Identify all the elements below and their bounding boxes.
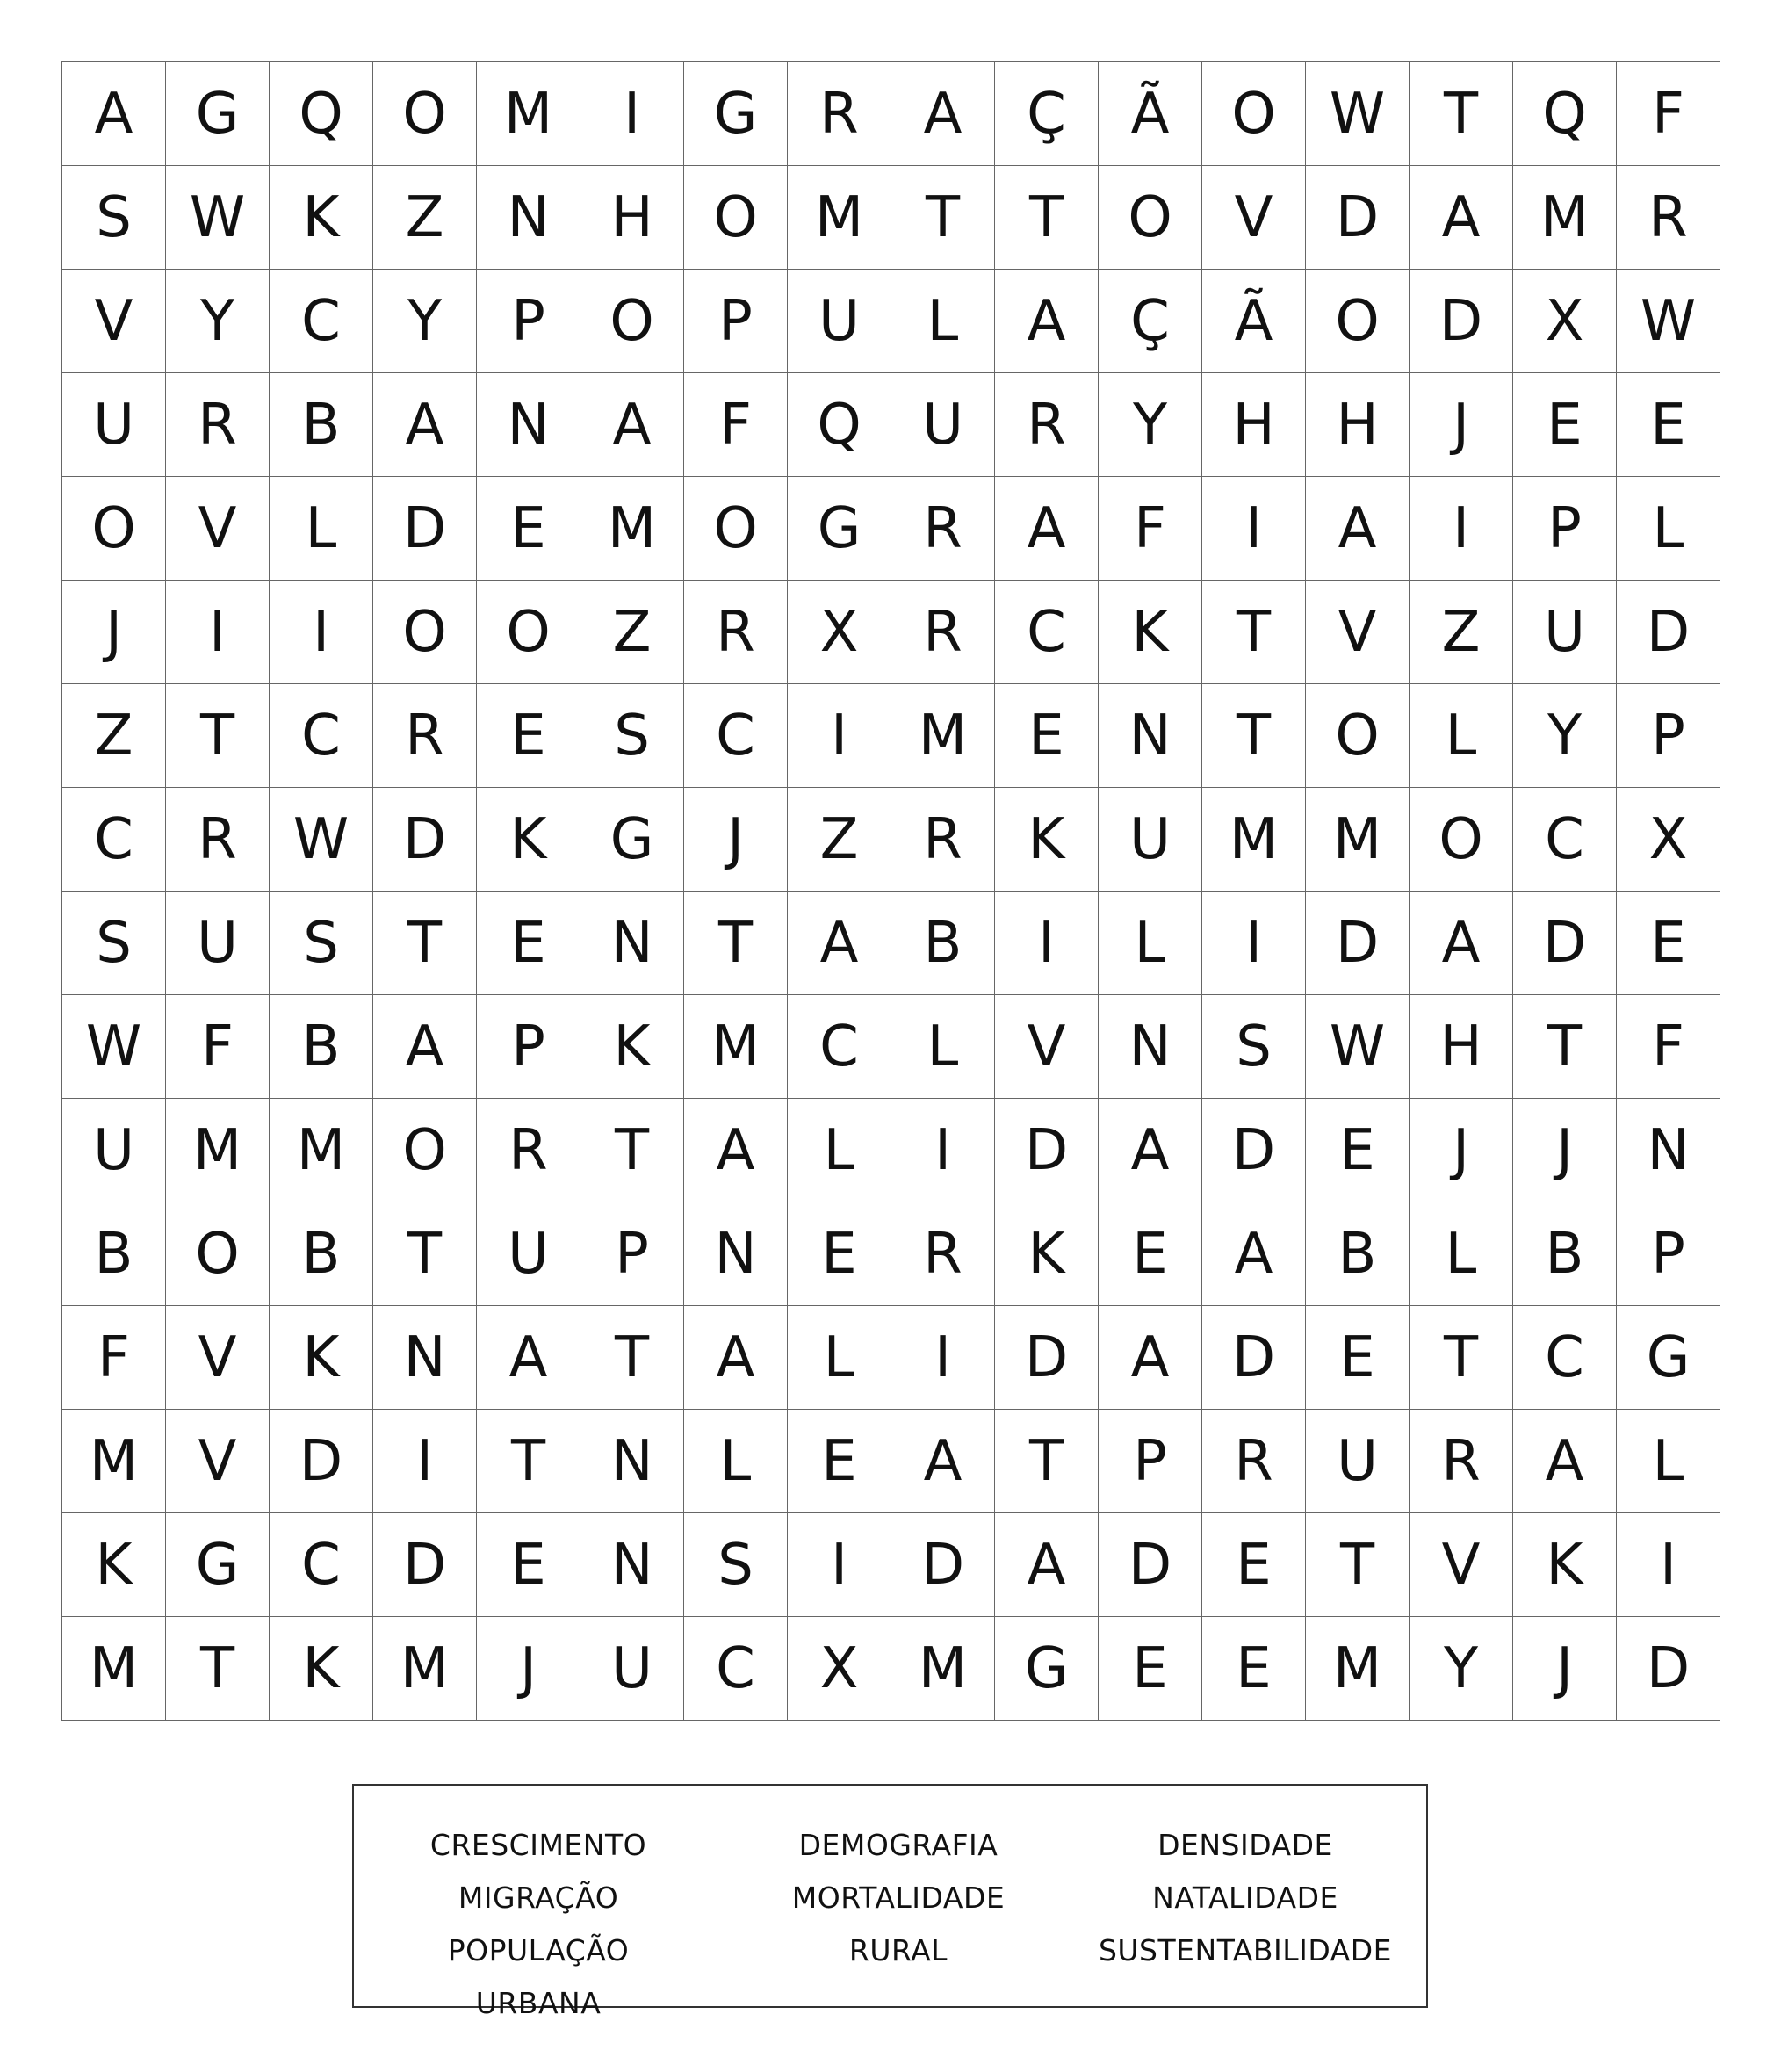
grid-cell[interactable]: B bbox=[1513, 1202, 1617, 1306]
grid-cell[interactable]: R bbox=[788, 62, 891, 166]
grid-cell[interactable]: I bbox=[166, 581, 270, 684]
grid-cell[interactable]: M bbox=[62, 1410, 166, 1513]
word-list-item: RURAL bbox=[848, 1933, 948, 1967]
grid-cell[interactable]: N bbox=[580, 892, 684, 995]
grid-cell[interactable]: O bbox=[684, 166, 788, 270]
grid-cell[interactable]: W bbox=[270, 788, 373, 892]
grid-cell[interactable]: A bbox=[580, 373, 684, 477]
grid-cell[interactable]: G bbox=[580, 788, 684, 892]
grid-cell[interactable]: D bbox=[1099, 1513, 1202, 1617]
grid-cell[interactable]: S bbox=[270, 892, 373, 995]
grid-cell[interactable]: U bbox=[62, 373, 166, 477]
word-list-item: MIGRAÇÃO bbox=[458, 1881, 619, 1915]
grid-cell[interactable]: P bbox=[1513, 477, 1617, 581]
grid-cell[interactable]: L bbox=[788, 1306, 891, 1410]
grid-cell[interactable]: N bbox=[477, 373, 580, 477]
grid-cell[interactable]: O bbox=[1202, 62, 1306, 166]
grid-cell[interactable]: R bbox=[373, 684, 477, 788]
word-list-item: NATALIDADE bbox=[1152, 1881, 1338, 1915]
grid-cell[interactable]: G bbox=[166, 62, 270, 166]
grid-cell[interactable]: T bbox=[1410, 62, 1513, 166]
grid-cell[interactable]: T bbox=[166, 1617, 270, 1721]
grid-cell[interactable]: Q bbox=[788, 373, 891, 477]
grid-cell[interactable]: I bbox=[995, 892, 1099, 995]
grid-cell[interactable]: M bbox=[788, 166, 891, 270]
grid-cell[interactable]: U bbox=[891, 373, 995, 477]
grid-cell[interactable]: L bbox=[270, 477, 373, 581]
grid-cell[interactable]: Ã bbox=[1099, 62, 1202, 166]
grid-cell[interactable]: E bbox=[1617, 892, 1720, 995]
grid-cell[interactable]: Y bbox=[1513, 684, 1617, 788]
grid-cell[interactable]: N bbox=[580, 1513, 684, 1617]
grid-cell[interactable]: D bbox=[1306, 892, 1410, 995]
grid-cell[interactable]: N bbox=[684, 1202, 788, 1306]
grid-cell[interactable]: I bbox=[788, 684, 891, 788]
grid-cell[interactable]: Z bbox=[62, 684, 166, 788]
grid-cell[interactable]: A bbox=[891, 62, 995, 166]
grid-cell[interactable]: J bbox=[62, 581, 166, 684]
grid-cell[interactable]: A bbox=[1410, 166, 1513, 270]
grid-cell[interactable]: O bbox=[373, 1099, 477, 1202]
grid-cell[interactable]: W bbox=[166, 166, 270, 270]
grid-cell[interactable]: C bbox=[270, 1513, 373, 1617]
grid-cell[interactable]: A bbox=[684, 1099, 788, 1202]
grid-cell[interactable]: K bbox=[477, 788, 580, 892]
grid-cell[interactable]: B bbox=[270, 1202, 373, 1306]
grid-cell[interactable]: P bbox=[1099, 1410, 1202, 1513]
grid-cell[interactable]: I bbox=[1202, 477, 1306, 581]
grid-cell[interactable]: U bbox=[1513, 581, 1617, 684]
grid-cell[interactable]: J bbox=[1513, 1617, 1617, 1721]
grid-cell[interactable]: J bbox=[1410, 373, 1513, 477]
grid-cell[interactable]: H bbox=[1306, 373, 1410, 477]
grid-cell[interactable]: I bbox=[1202, 892, 1306, 995]
grid-cell[interactable]: C bbox=[684, 684, 788, 788]
word-list-item: SUSTENTABILIDADE bbox=[1098, 1933, 1393, 1967]
grid-cell[interactable]: E bbox=[477, 892, 580, 995]
grid-cell[interactable]: A bbox=[373, 373, 477, 477]
grid-cell[interactable]: D bbox=[373, 1513, 477, 1617]
grid-cell[interactable]: P bbox=[580, 1202, 684, 1306]
grid-cell[interactable]: H bbox=[1410, 995, 1513, 1099]
grid-cell[interactable]: T bbox=[580, 1099, 684, 1202]
grid-cell[interactable]: Q bbox=[270, 62, 373, 166]
grid-cell[interactable]: Y bbox=[166, 270, 270, 373]
grid-cell[interactable]: D bbox=[1410, 270, 1513, 373]
grid-cell[interactable]: S bbox=[62, 166, 166, 270]
grid-cell[interactable]: L bbox=[1410, 684, 1513, 788]
grid-cell[interactable]: D bbox=[1513, 892, 1617, 995]
grid-cell[interactable]: R bbox=[891, 477, 995, 581]
grid-cell[interactable]: C bbox=[270, 270, 373, 373]
grid-cell[interactable]: M bbox=[166, 1099, 270, 1202]
grid-cell[interactable]: T bbox=[1202, 684, 1306, 788]
grid-cell[interactable]: C bbox=[270, 684, 373, 788]
grid-cell[interactable]: L bbox=[891, 995, 995, 1099]
grid-cell[interactable]: U bbox=[580, 1617, 684, 1721]
grid-cell[interactable]: I bbox=[270, 581, 373, 684]
grid-cell[interactable]: B bbox=[270, 373, 373, 477]
grid-cell[interactable]: F bbox=[684, 373, 788, 477]
grid-cell[interactable]: B bbox=[891, 892, 995, 995]
word-list-item: CRESCIMENTO bbox=[429, 1828, 647, 1862]
grid-cell[interactable]: E bbox=[788, 1202, 891, 1306]
grid-cell[interactable]: D bbox=[1617, 1617, 1720, 1721]
grid-cell[interactable]: D bbox=[270, 1410, 373, 1513]
grid-cell[interactable]: M bbox=[891, 1617, 995, 1721]
grid-cell[interactable]: E bbox=[1099, 1202, 1202, 1306]
grid-cell[interactable]: L bbox=[1410, 1202, 1513, 1306]
grid-cell[interactable]: Ã bbox=[1202, 270, 1306, 373]
grid-cell[interactable]: A bbox=[1410, 892, 1513, 995]
grid-cell[interactable]: K bbox=[62, 1513, 166, 1617]
grid-cell[interactable]: M bbox=[1306, 788, 1410, 892]
grid-cell[interactable]: A bbox=[477, 1306, 580, 1410]
grid-cell[interactable]: X bbox=[1617, 788, 1720, 892]
word-list-item: MORTALIDADE bbox=[791, 1881, 1006, 1915]
grid-cell[interactable]: T bbox=[1202, 581, 1306, 684]
grid-cell[interactable]: W bbox=[1617, 270, 1720, 373]
word-list-item: DEMOGRAFIA bbox=[798, 1828, 999, 1862]
grid-cell[interactable]: J bbox=[1513, 1099, 1617, 1202]
grid-cell[interactable]: B bbox=[270, 995, 373, 1099]
grid-cell[interactable]: M bbox=[477, 62, 580, 166]
grid-cell[interactable]: H bbox=[1202, 373, 1306, 477]
grid-cell[interactable]: O bbox=[684, 477, 788, 581]
grid-cell[interactable]: K bbox=[270, 1617, 373, 1721]
grid-cell[interactable]: P bbox=[684, 270, 788, 373]
grid-cell[interactable]: E bbox=[477, 1513, 580, 1617]
grid-cell[interactable]: T bbox=[166, 684, 270, 788]
grid-cell[interactable]: S bbox=[580, 684, 684, 788]
grid-cell[interactable]: F bbox=[62, 1306, 166, 1410]
word-list-item: POPULAÇÃO bbox=[447, 1933, 630, 1967]
grid-cell[interactable]: A bbox=[891, 1410, 995, 1513]
grid-cell[interactable]: F bbox=[1617, 62, 1720, 166]
grid-cell[interactable]: A bbox=[1099, 1099, 1202, 1202]
grid-cell[interactable]: K bbox=[995, 1202, 1099, 1306]
grid-cell[interactable]: T bbox=[1410, 1306, 1513, 1410]
grid-cell[interactable]: Z bbox=[580, 581, 684, 684]
grid-cell[interactable]: U bbox=[1099, 788, 1202, 892]
grid-cell[interactable]: K bbox=[1099, 581, 1202, 684]
grid-cell[interactable]: E bbox=[788, 1410, 891, 1513]
grid-cell[interactable]: V bbox=[1410, 1513, 1513, 1617]
grid-cell[interactable]: K bbox=[270, 1306, 373, 1410]
grid-cell[interactable]: N bbox=[1099, 684, 1202, 788]
grid-cell[interactable]: E bbox=[1202, 1513, 1306, 1617]
grid-cell[interactable]: S bbox=[1202, 995, 1306, 1099]
grid-cell[interactable]: Y bbox=[373, 270, 477, 373]
grid-cell[interactable]: I bbox=[1410, 477, 1513, 581]
grid-cell[interactable]: H bbox=[580, 166, 684, 270]
grid-cell[interactable]: K bbox=[270, 166, 373, 270]
grid-cell[interactable]: D bbox=[995, 1306, 1099, 1410]
grid-cell[interactable]: F bbox=[1099, 477, 1202, 581]
grid-cell[interactable]: E bbox=[1513, 373, 1617, 477]
grid-cell[interactable]: J bbox=[1410, 1099, 1513, 1202]
grid-cell[interactable]: A bbox=[1202, 1202, 1306, 1306]
grid-cell[interactable]: C bbox=[1513, 788, 1617, 892]
grid-cell[interactable]: M bbox=[62, 1617, 166, 1721]
grid-cell[interactable]: R bbox=[684, 581, 788, 684]
grid-cell[interactable]: F bbox=[1617, 995, 1720, 1099]
grid-cell[interactable]: A bbox=[62, 62, 166, 166]
grid-cell[interactable]: I bbox=[891, 1306, 995, 1410]
grid-cell[interactable]: G bbox=[788, 477, 891, 581]
grid-cell[interactable]: E bbox=[1306, 1306, 1410, 1410]
grid-cell[interactable]: F bbox=[166, 995, 270, 1099]
grid-cell[interactable]: A bbox=[684, 1306, 788, 1410]
grid-cell[interactable]: T bbox=[1306, 1513, 1410, 1617]
grid-cell[interactable]: C bbox=[684, 1617, 788, 1721]
word-list-column bbox=[371, 1819, 705, 2030]
grid-cell[interactable]: E bbox=[1306, 1099, 1410, 1202]
grid-cell[interactable]: B bbox=[1306, 1202, 1410, 1306]
grid-cell[interactable]: Q bbox=[1513, 62, 1617, 166]
grid-cell[interactable]: N bbox=[1617, 1099, 1720, 1202]
grid-cell[interactable]: T bbox=[891, 166, 995, 270]
grid-cell[interactable]: T bbox=[995, 166, 1099, 270]
grid-cell[interactable]: D bbox=[1202, 1306, 1306, 1410]
grid-cell[interactable]: P bbox=[477, 270, 580, 373]
grid-cell[interactable]: T bbox=[477, 1410, 580, 1513]
grid-cell[interactable]: D bbox=[1617, 581, 1720, 684]
grid-cell[interactable]: E bbox=[995, 684, 1099, 788]
grid-cell[interactable]: T bbox=[995, 1410, 1099, 1513]
grid-cell[interactable]: T bbox=[684, 892, 788, 995]
grid-cell[interactable]: G bbox=[1617, 1306, 1720, 1410]
grid-cell[interactable]: G bbox=[166, 1513, 270, 1617]
grid-cell[interactable]: O bbox=[166, 1202, 270, 1306]
word-list-column bbox=[732, 1819, 1065, 1977]
grid-cell[interactable]: M bbox=[270, 1099, 373, 1202]
grid-cell[interactable]: I bbox=[580, 62, 684, 166]
grid-cell[interactable]: P bbox=[1617, 1202, 1720, 1306]
grid-cell[interactable]: W bbox=[1306, 62, 1410, 166]
grid-cell[interactable]: J bbox=[477, 1617, 580, 1721]
grid-cell[interactable]: I bbox=[1617, 1513, 1720, 1617]
grid-cell[interactable]: L bbox=[1617, 1410, 1720, 1513]
grid-cell[interactable]: W bbox=[1306, 995, 1410, 1099]
grid-cell[interactable]: M bbox=[580, 477, 684, 581]
grid-cell[interactable]: C bbox=[788, 995, 891, 1099]
grid-cell[interactable]: V bbox=[1202, 166, 1306, 270]
grid-cell[interactable]: Z bbox=[373, 166, 477, 270]
grid-cell[interactable]: I bbox=[373, 1410, 477, 1513]
grid-cell[interactable]: Y bbox=[1099, 373, 1202, 477]
grid-cell[interactable]: L bbox=[1099, 892, 1202, 995]
grid-cell[interactable]: C bbox=[1513, 1306, 1617, 1410]
grid-cell[interactable]: R bbox=[891, 788, 995, 892]
grid-cell[interactable]: T bbox=[1513, 995, 1617, 1099]
grid-cell[interactable]: A bbox=[995, 270, 1099, 373]
grid-cell[interactable]: E bbox=[477, 684, 580, 788]
grid-cell[interactable]: O bbox=[373, 62, 477, 166]
grid-cell[interactable]: X bbox=[1513, 270, 1617, 373]
grid-cell[interactable]: M bbox=[373, 1617, 477, 1721]
grid-cell[interactable]: E bbox=[1617, 373, 1720, 477]
grid-cell[interactable]: M bbox=[1306, 1617, 1410, 1721]
grid-cell[interactable]: E bbox=[477, 477, 580, 581]
grid-cell[interactable]: V bbox=[166, 1410, 270, 1513]
word-list-item: DENSIDADE bbox=[1157, 1828, 1333, 1862]
grid-cell[interactable]: E bbox=[1202, 1617, 1306, 1721]
grid-cell[interactable]: S bbox=[684, 1513, 788, 1617]
grid-cell[interactable]: L bbox=[1617, 477, 1720, 581]
grid-cell[interactable]: A bbox=[1099, 1306, 1202, 1410]
grid-cell[interactable]: D bbox=[1202, 1099, 1306, 1202]
grid-cell[interactable]: K bbox=[580, 995, 684, 1099]
grid-cell[interactable]: Y bbox=[1410, 1617, 1513, 1721]
grid-cell[interactable]: R bbox=[891, 1202, 995, 1306]
grid-cell[interactable]: B bbox=[62, 1202, 166, 1306]
grid-cell[interactable]: A bbox=[1306, 477, 1410, 581]
grid-cell[interactable]: O bbox=[1306, 270, 1410, 373]
grid-cell[interactable]: C bbox=[995, 581, 1099, 684]
grid-cell[interactable]: O bbox=[1410, 788, 1513, 892]
grid-cell[interactable]: M bbox=[1513, 166, 1617, 270]
grid-cell[interactable]: D bbox=[1306, 166, 1410, 270]
grid-cell[interactable]: R bbox=[1410, 1410, 1513, 1513]
grid-cell[interactable]: R bbox=[166, 373, 270, 477]
grid-cell[interactable]: R bbox=[1202, 1410, 1306, 1513]
grid-cell[interactable]: Z bbox=[1410, 581, 1513, 684]
grid-cell[interactable]: O bbox=[580, 270, 684, 373]
grid-cell[interactable]: L bbox=[891, 270, 995, 373]
word-list-box bbox=[352, 1784, 1428, 2020]
grid-cell[interactable]: U bbox=[166, 892, 270, 995]
grid-cell[interactable]: A bbox=[373, 995, 477, 1099]
grid-cell[interactable]: G bbox=[684, 62, 788, 166]
grid-cell[interactable]: U bbox=[477, 1202, 580, 1306]
grid-cell[interactable]: Ç bbox=[1099, 270, 1202, 373]
grid-cell[interactable]: N bbox=[373, 1306, 477, 1410]
grid-cell[interactable]: X bbox=[788, 581, 891, 684]
grid-cell[interactable]: C bbox=[62, 788, 166, 892]
grid-cell[interactable]: U bbox=[788, 270, 891, 373]
grid-cell[interactable]: T bbox=[580, 1306, 684, 1410]
grid-cell[interactable]: R bbox=[1617, 166, 1720, 270]
grid-cell[interactable]: G bbox=[995, 1617, 1099, 1721]
grid-cell[interactable]: A bbox=[995, 1513, 1099, 1617]
grid-cell[interactable]: T bbox=[373, 892, 477, 995]
grid-cell[interactable]: V bbox=[166, 477, 270, 581]
grid-cell[interactable]: A bbox=[995, 477, 1099, 581]
grid-cell[interactable]: D bbox=[373, 788, 477, 892]
grid-cell[interactable]: J bbox=[684, 788, 788, 892]
grid-cell[interactable]: K bbox=[995, 788, 1099, 892]
grid-cell[interactable]: N bbox=[1099, 995, 1202, 1099]
grid-cell[interactable]: V bbox=[62, 270, 166, 373]
grid-cell[interactable]: O bbox=[1306, 684, 1410, 788]
grid-cell[interactable]: U bbox=[1306, 1410, 1410, 1513]
grid-cell[interactable]: M bbox=[1202, 788, 1306, 892]
grid-cell[interactable]: I bbox=[788, 1513, 891, 1617]
grid-cell[interactable]: R bbox=[995, 373, 1099, 477]
grid-cell[interactable]: N bbox=[580, 1410, 684, 1513]
grid-cell[interactable]: W bbox=[62, 995, 166, 1099]
grid-cell[interactable]: R bbox=[891, 581, 995, 684]
grid-cell[interactable]: I bbox=[891, 1099, 995, 1202]
grid-cell[interactable]: S bbox=[62, 892, 166, 995]
grid-cell[interactable]: V bbox=[166, 1306, 270, 1410]
grid-cell[interactable]: A bbox=[1513, 1410, 1617, 1513]
grid-cell[interactable]: D bbox=[891, 1513, 995, 1617]
grid-cell[interactable]: P bbox=[1617, 684, 1720, 788]
grid-cell[interactable]: O bbox=[373, 581, 477, 684]
word-list-column bbox=[1078, 1819, 1412, 1977]
grid-cell[interactable]: M bbox=[891, 684, 995, 788]
grid-cell[interactable]: L bbox=[788, 1099, 891, 1202]
letter-grid bbox=[61, 61, 1720, 1721]
word-list-item: URBANA bbox=[475, 1986, 602, 2020]
grid-cell[interactable]: N bbox=[477, 166, 580, 270]
grid-cell[interactable]: L bbox=[684, 1410, 788, 1513]
grid-cell[interactable]: X bbox=[788, 1617, 891, 1721]
grid-cell[interactable]: U bbox=[62, 1099, 166, 1202]
grid-cell[interactable]: D bbox=[373, 477, 477, 581]
grid-cell[interactable]: D bbox=[995, 1099, 1099, 1202]
grid-cell[interactable]: Z bbox=[788, 788, 891, 892]
grid-cell[interactable]: R bbox=[477, 1099, 580, 1202]
grid-cell[interactable]: V bbox=[995, 995, 1099, 1099]
grid-cell[interactable]: V bbox=[1306, 581, 1410, 684]
grid-cell[interactable]: O bbox=[1099, 166, 1202, 270]
grid-cell[interactable]: P bbox=[477, 995, 580, 1099]
grid-cell[interactable]: T bbox=[373, 1202, 477, 1306]
grid-cell[interactable]: K bbox=[1513, 1513, 1617, 1617]
grid-cell[interactable]: A bbox=[788, 892, 891, 995]
grid-cell[interactable]: R bbox=[166, 788, 270, 892]
grid-cell[interactable]: M bbox=[684, 995, 788, 1099]
grid-cell[interactable]: Ç bbox=[995, 62, 1099, 166]
grid-cell[interactable]: E bbox=[1099, 1617, 1202, 1721]
grid-cell[interactable]: O bbox=[477, 581, 580, 684]
grid-cell[interactable]: O bbox=[62, 477, 166, 581]
